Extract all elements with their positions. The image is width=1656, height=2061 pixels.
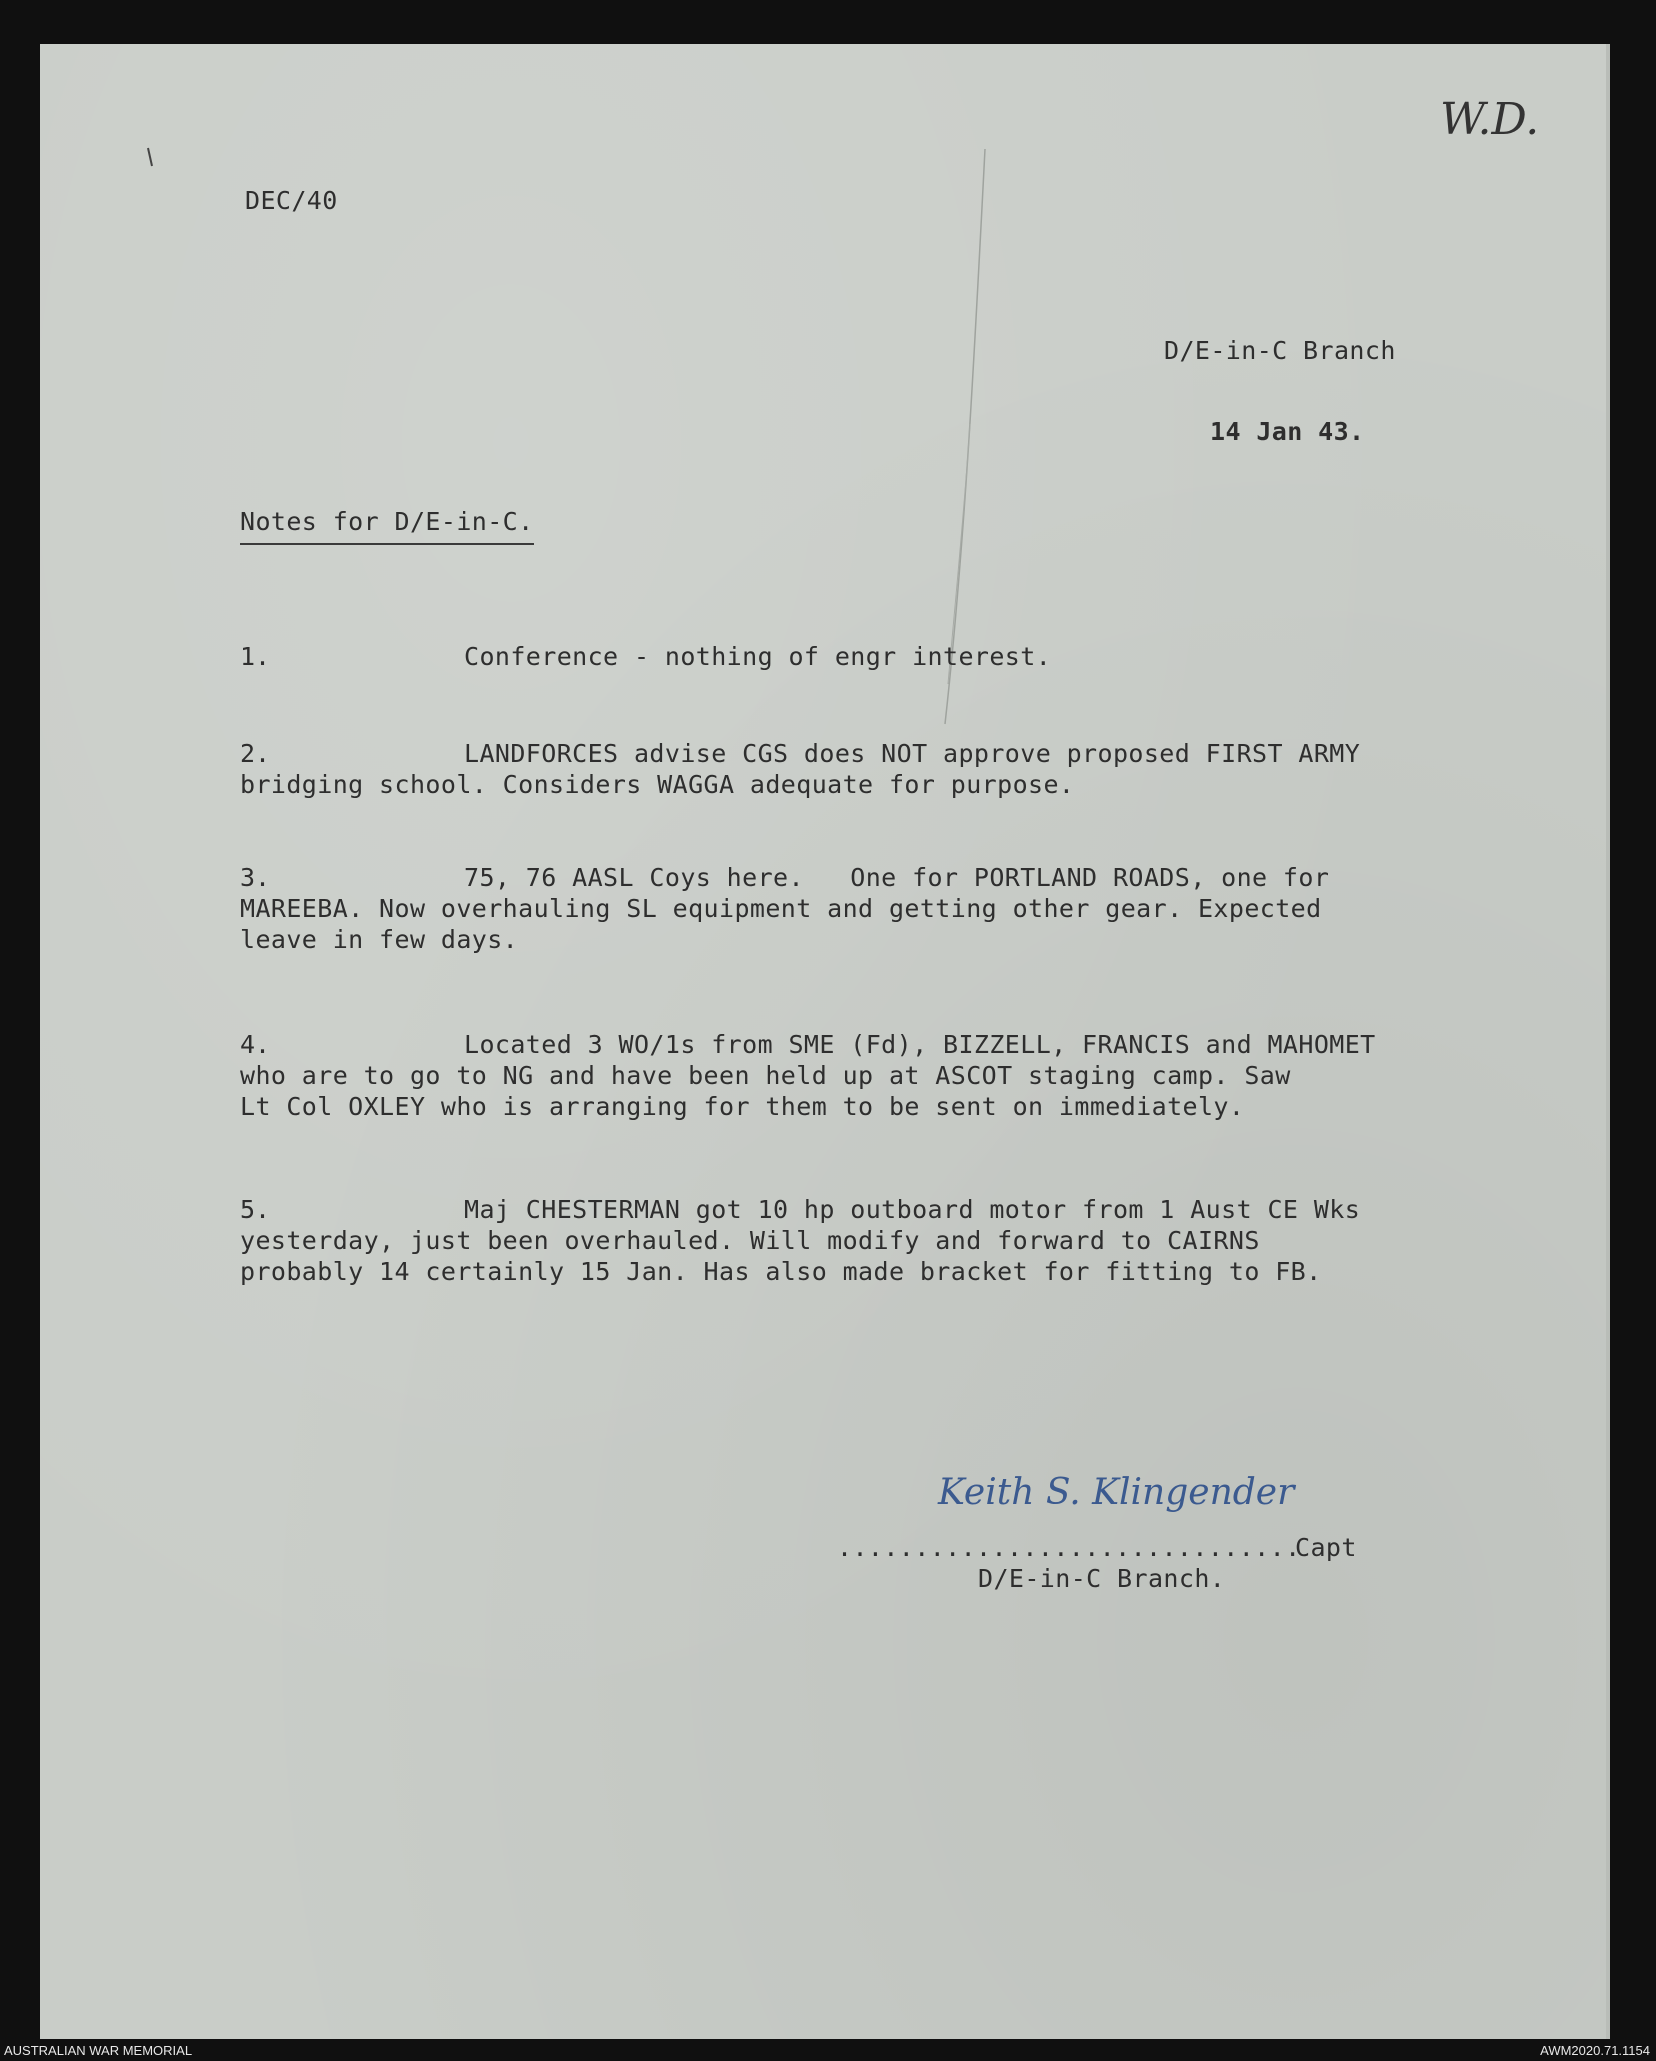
item-number: 5. — [240, 1195, 271, 1224]
sheet-edge — [1606, 44, 1610, 2039]
item-body: MAREEBA. Now overhauling SL equipment and getting other gear. Expected leave in few days. — [240, 894, 1322, 954]
item-first-line: LANDFORCES advise CGS does NOT approve proposed FIRST ARMY — [464, 739, 1361, 768]
item-first-line: Conference - nothing of engr interest. — [464, 642, 1052, 671]
branch-header: D/E-in-C Branch — [1164, 336, 1396, 365]
document-page — [40, 44, 1610, 2039]
archive-footer-right: AWM2020.71.1154 — [1540, 2043, 1650, 2058]
archive-footer-left: AUSTRALIAN WAR MEMORIAL — [4, 2043, 193, 2058]
item-number: 1. — [240, 642, 271, 671]
item-first-line: 75, 76 AASL Coys here. One for PORTLAND ROADS, one for — [464, 863, 1330, 892]
document-date: 14 Jan 43. — [1210, 417, 1365, 446]
handwritten-wd-mark: W.D. — [1440, 94, 1540, 145]
item-body: bridging school. Considers WAGGA adequate for purpose. — [240, 770, 1075, 799]
signature-dots: .............................. — [837, 1533, 1301, 1562]
item-body: yesterday, just been overhauled. Will modify and forward to CAIRNS probably 14 certainly 15 Jan. Has also made bracket for fitting to FB. — [240, 1226, 1322, 1286]
item-number: 2. — [240, 739, 271, 768]
item-first-line: Located 3 WO/1s from SME (Fd), BIZZELL, FRANCIS and MAHOMET — [464, 1030, 1376, 1059]
item-body: who are to go to NG and have been held up at ASCOT staging camp. Saw Lt Col OXLEY who is arranging for them to be sent on immediately. — [240, 1061, 1291, 1121]
document-reference: DEC/40 — [245, 186, 338, 215]
item-first-line: Maj CHESTERMAN got 10 hp outboard motor from 1 Aust CE Wks — [464, 1195, 1361, 1224]
signature-branch: D/E-in-C Branch. — [978, 1564, 1226, 1593]
item-number: 4. — [240, 1030, 271, 1059]
notes-heading: Notes for D/E-in-C. — [240, 506, 534, 545]
handwritten-signature: Keith S. Klingender — [938, 1472, 1295, 1513]
signature-rank: Capt — [1295, 1533, 1357, 1562]
item-number: 3. — [240, 863, 271, 892]
